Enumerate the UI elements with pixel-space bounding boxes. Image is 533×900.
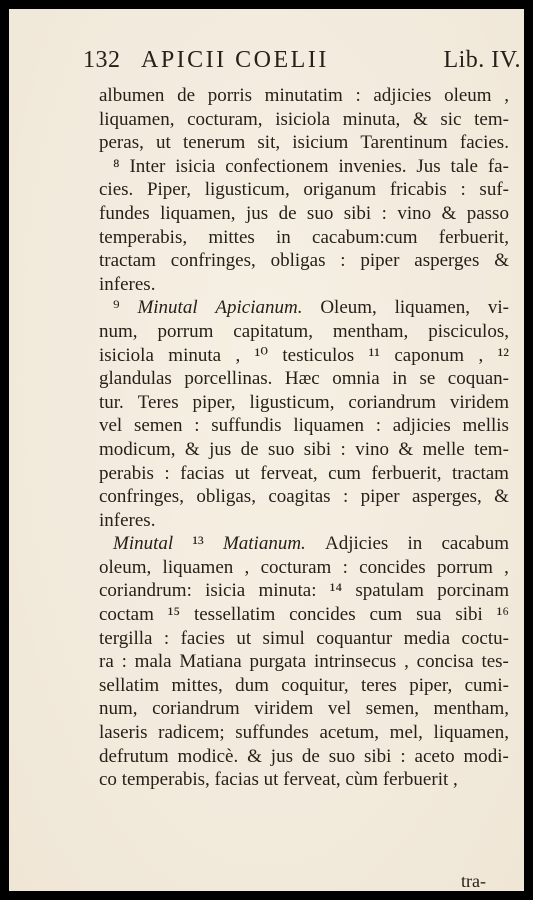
text-line: tergilla : facies ut simul coquantur media coctu- (99, 627, 509, 649)
book-page (9, 9, 524, 891)
text-line: co temperabis, facias ut ferveat, cùm ferbuerit , (99, 769, 458, 791)
body-text (99, 84, 509, 792)
text-line: ⁹ Minutal Apicianum. Oleum, liquamen, vi- (113, 297, 509, 319)
text-line: albumen de porris minutatim : adjicies oleum , (99, 85, 509, 106)
text-line: ⁸ Inter isicia confectionem invenies. Jus tale fa- (113, 155, 509, 177)
text-line: defrutum modicè. & jus de suo sibi : aceto modi- (99, 745, 509, 767)
text-line: inferes. (99, 273, 156, 295)
text-line: num, porrum capitatum, mentham, pisciculos, (99, 320, 509, 342)
text-line: vel semen : suffundis liquamen : adjicies mellis (99, 415, 509, 437)
text-line: fundes liquamen, jus de suo sibi : vino & passo (99, 202, 509, 224)
text-line: num, coriandrum viridem vel semen, mentham, (99, 698, 509, 720)
text-line: isiciola minuta , ¹⁰ testiculos ¹¹ caponum , ¹² (99, 344, 509, 366)
text-line: coctam ¹⁵ tessellatim concides cum sua sibi ¹⁶ (99, 604, 509, 626)
text-line: temperabis, mittes in cacabum:cum ferbuerit, (99, 226, 509, 248)
text-line: ra : mala Matiana purgata intrinsecus , concisa tes- (99, 651, 509, 673)
text-line: sellatim mittes, dum coquitur, teres piper, cumi- (99, 674, 509, 696)
text-line: cies. Piper, ligusticum, origanum fricabis : suf- (99, 179, 509, 201)
page-number: 132 (83, 47, 121, 73)
text-line: glandulas porcellinas. Hæc omnia in se coquan- (99, 368, 509, 390)
text-line: liquamen, cocturam, isiciola minuta, & sic tem- (99, 108, 509, 130)
text-line: inferes. (99, 509, 156, 531)
text-line: tur. Teres piper, ligusticum, coriandrum viridem (99, 391, 509, 413)
text-line: tractam confringes, obligas : piper asperges & (99, 250, 509, 272)
text-line: oleum, liquamen , cocturam : concides porrum , (99, 556, 509, 578)
text-line: perabis : facias ut ferveat, cum ferbuerit, tractam (99, 462, 509, 484)
text-line: laseris radicem; suffundes acetum, mel, liquamen, (99, 722, 509, 744)
text-line: coriandrum: isicia minuta: ¹⁴ spatulam porcinam (99, 580, 509, 602)
book-number: Lib. IV. (443, 47, 521, 73)
text-line: peras, ut tenerum sit, isicium Tarentinum facies. (99, 132, 509, 154)
text-line: modicum, & jus de suo sibi : vino & melle tem- (99, 438, 509, 460)
running-title: APICII COELII (141, 47, 329, 73)
running-header (83, 47, 529, 81)
text-line: Minutal ¹³ Matianum. Adjicies in cacabum (113, 533, 509, 555)
catchword: tra- (461, 871, 486, 891)
text-line: confringes, obligas, coagitas : piper asperges, & (99, 486, 509, 508)
